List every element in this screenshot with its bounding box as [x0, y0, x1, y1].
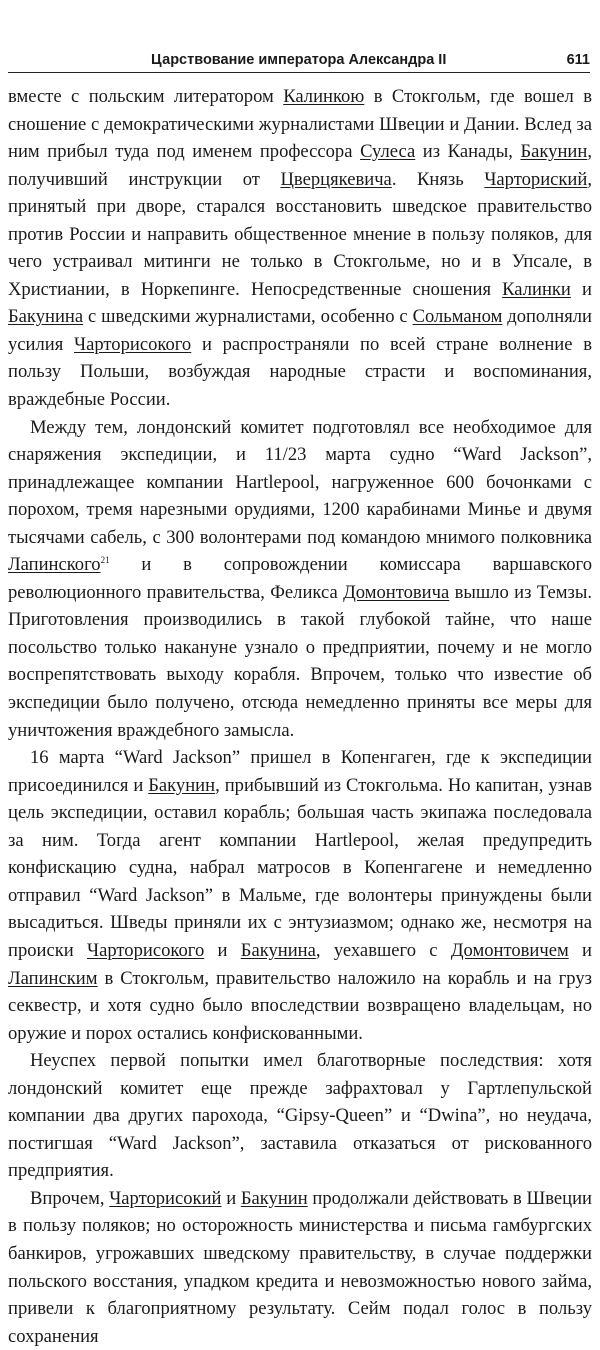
person-name-link[interactable]: Сольманом — [412, 306, 503, 328]
person-name-link[interactable]: Домонтовича — [343, 581, 450, 603]
person-name-link[interactable]: Калинки — [502, 278, 571, 300]
text-run: и — [221, 1187, 241, 1209]
person-name-link[interactable]: Чарторисокого — [87, 939, 205, 961]
text-run: и в сопровождении комиссара варшавского революционного правительства, Феликса — [8, 554, 592, 603]
paragraph — [8, 744, 592, 1047]
text-run: и распространяли по всей стране волнение в пользу Польши, возбуждая народные страсти и воспоминания, враждебные России. — [8, 333, 592, 411]
paragraph — [8, 414, 592, 745]
text-run: из Канады, — [415, 141, 521, 163]
person-name-link[interactable]: Бакунина — [8, 306, 84, 328]
person-name-link[interactable]: Калинкою — [283, 86, 365, 107]
body-text — [8, 83, 592, 1350]
text-run: и — [570, 278, 592, 300]
paragraph — [8, 1047, 592, 1185]
person-name-link[interactable]: Цверцякевича — [280, 168, 392, 190]
footnote-ref[interactable]: 21 — [100, 555, 110, 566]
text-run: и — [568, 939, 592, 961]
text-run: продолжали действовать в Швеции в пользу поляков; но осторожность министерства и письма гамбургских банкиров, угрожавших шведскому правительству, в случае поддержки польского восстания, упадком кредита и невозможностью нового займа, привели к благоприятному результату. Сейм подал голос в пользу сохранения — [8, 1187, 592, 1347]
person-name-link[interactable]: Лапинским — [8, 967, 98, 989]
text-run: 16 марта “Ward Jackson” пришел в Копенгаген, где к экспедиции присоединился и — [8, 747, 592, 796]
person-name-link[interactable]: Бакунина — [240, 939, 316, 961]
paragraph — [8, 83, 592, 414]
person-name-link[interactable]: Лапинского — [8, 554, 101, 576]
text-run: , прибывший из Стокгольма. Но капитан, узнав цель экспедиции, оставил корабль; большая часть экипажа последовала за ним. Тогда агент компании Hartlepool, желая предупредить конфискацию судна, набрал матросов в Копенгагене и немедленно отправил “Ward Jackson” в Мальме, где волонтеры принуждены были высадиться. Шведы приняли их с энтузиазмом; однако же, несмотря на происки — [8, 774, 592, 961]
text-run: , получивший инструкции от — [8, 141, 592, 190]
text-run: . Князь — [391, 168, 485, 190]
person-name-link[interactable]: Бакунин — [240, 1187, 308, 1209]
text-run: дополняли усилия — [8, 306, 592, 355]
person-name-link[interactable]: Чарторисокий — [109, 1187, 222, 1209]
running-title: Царствование императора Александра II — [151, 52, 447, 68]
text-run: , уехавшего с — [315, 939, 451, 961]
person-name-link[interactable]: Домонтовичем — [450, 939, 569, 961]
running-header — [8, 48, 590, 73]
text-run: Неуспех первой попытки имел благотворные последствия: хотя лондонский комитет еще прежде зафрахтовал у Гартлепульской компании два других парохода, “Gipsy-Queen” и “Dwina”, но неудача, постигшая “Ward Jackson”, заставила отказаться от рискованного предприятия. — [8, 1050, 592, 1182]
person-name-link[interactable]: Чарториский — [484, 168, 588, 190]
person-name-link[interactable]: Бакунин — [148, 774, 216, 796]
text-run: в Стокгольм, где вошел в сношение с демократическими журналистами Швеции и Дании. Вслед за ним прибыл туда под именем профессора — [8, 86, 592, 163]
text-run: , принятый при дворе, старался восстановить шведское правительство против России и направить общественное мнение в пользу поляков, для чего устраивал митинги не только в Стокгольме, но и в Упсале, в Христиании, в Норкепинге. Непосредственные сношения — [8, 168, 592, 300]
text-run: с шведскими журналистами, особенно с — [83, 306, 413, 328]
paragraph — [8, 1185, 592, 1350]
person-name-link[interactable]: Сулеса — [360, 141, 416, 163]
text-run: Впрочем, — [30, 1187, 110, 1209]
text-run: вышло из Темзы. Приготовления производились в такой глубокой тайне, что наше посольство только накануне узнало о предприятии, почему и не могло воспрепятствовать выходу корабля. Впрочем, только что известие об экспедиции было получено, отсюда немедленно приняты все меры для уничтожения враждебного замысла. — [8, 581, 592, 741]
text-run: в Стокгольм, правительство наложило на корабль и на груз секвестр, и хотя судно было впоследствии возвращено владельцам, но оружие и порох остались конфискованными. — [8, 967, 592, 1044]
person-name-link[interactable]: Бакунин — [520, 141, 588, 163]
page-number: 611 — [566, 52, 590, 68]
text-run: и — [204, 939, 241, 961]
person-name-link[interactable]: Чарторисокого — [74, 333, 192, 355]
text-run: Между тем, лондонский комитет подготовлял все необходимое для снаряжения экспедиции, и 11/23 марта судно “Ward Jackson”, принадлежащее компании Hartlepool, нагруженное 600 бочонками с порохом, тремя нарезными орудиями, 1200 карабинами Минье и двумя тысячами сабель, с 300 волонтерами под командою мнимого полковника — [8, 416, 592, 548]
text-run: вместе с польским литератором — [8, 86, 284, 107]
